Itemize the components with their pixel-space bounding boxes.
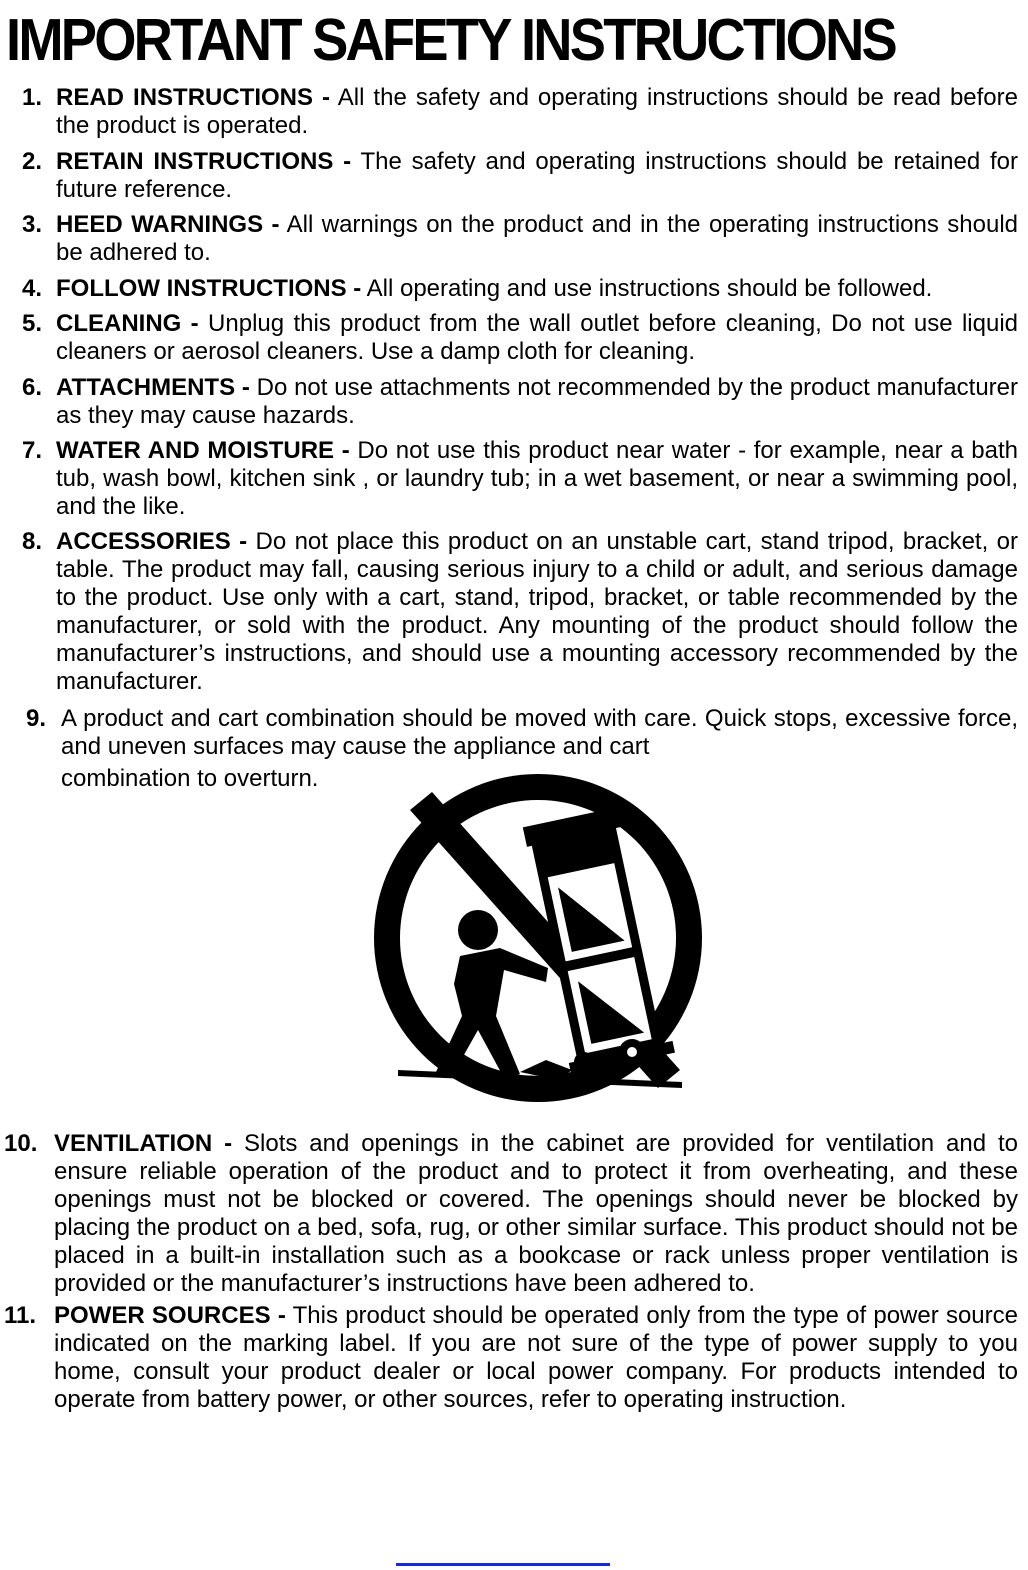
instruction-item-water: [22, 437, 1018, 521]
item-number: 11.: [4, 1302, 37, 1329]
item-number: 10.: [4, 1130, 38, 1157]
instruction-item-accessories: [22, 528, 1018, 696]
item-keyword: POWER SOURCES -: [54, 1302, 286, 1329]
item-number: 8.: [22, 528, 43, 555]
item-number: 2.: [22, 148, 43, 175]
footer-divider: [396, 1563, 610, 1566]
item-keyword: ATTACHMENTS -: [56, 374, 250, 401]
item-keyword: READ INSTRUCTIONS -: [56, 84, 331, 111]
item-keyword: CLEANING -: [56, 310, 199, 337]
instruction-item-heed: [22, 211, 1018, 267]
item-text: Slots and openings in the cabinet are provided for ventilation and to ensure reliable operation of the product and to protect it from overheating, and these openings must not be blocked or covered. The openings should never be blocked by placing the product on a bed, sofa, rug, or other similar surface. This product should not be placed in a built-in installation such as a bookcase or rack unless proper ventilation is provided or the manufacturer’s instructions have been adhered to.: [54, 1130, 1019, 1297]
item-text: All warnings on the product and in the operating instructions should be adhered to.: [56, 211, 1018, 266]
item-text: Unplug this product from the wall outlet before cleaning, Do not use liquid cleaners or aerosol cleaners. Use a damp cloth for cleaning.: [56, 310, 1019, 365]
item-body: A product and cart combination should be moved with care. Quick stops, excessive force, and uneven surfaces may cause the appliance and cart: [61, 705, 1018, 760]
item-body: [56, 310, 1018, 366]
instruction-item-follow: [22, 275, 1018, 303]
item-keyword: VENTILATION -: [54, 1130, 233, 1157]
item-body: [56, 374, 1018, 430]
item-number: 4.: [22, 275, 43, 302]
item-text: Do not use this product near water - for example, near a bath tub, wash bowl, kitchen sink , or laundry tub; in a wet basement, or near a swimming pool, and the like.: [56, 437, 1018, 520]
item-number: 6.: [22, 374, 43, 401]
item-text: This product should be operated only from the type of power source indicated on the marking label. If you are not sure of the type of power supply to you home, consult your product dealer or local power company. For products intended to operate from battery power, or other sources, refer to operating instruction.: [54, 1302, 1018, 1413]
instruction-item-power-sources: [4, 1302, 1018, 1414]
cart-tip-over-warning-icon: [350, 770, 730, 1110]
item-body: [54, 1130, 1018, 1298]
item-body: [56, 211, 1018, 267]
item-body: [54, 1302, 1018, 1414]
instruction-item-retain: [22, 148, 1018, 204]
instruction-item-read: [22, 84, 1018, 140]
item-number: 7.: [22, 437, 43, 464]
item-text: Do not place this product on an unstable cart, stand tripod, bracket, or table. The product may fall, causing serious injury to a child or adult, and serious damage to the product. Use only with a cart, stand, tripod, bracket, or table recommended by the manufacturer, or sold with the product. Any mounting of the product should follow the manufacturer’s instructions, and should use a mounting accessory recommended by the manufacturer.: [56, 528, 1018, 695]
instruction-item-attachments: [22, 374, 1018, 430]
item-text: Do not use attachments not recommended by the product manufacturer as they may cause hazards.: [56, 374, 1018, 429]
item-text: The safety and operating instructions should be retained for future reference.: [56, 148, 1018, 203]
item-body: [56, 84, 1018, 140]
item-body: [56, 437, 1018, 521]
item-keyword: ACCESSORIES -: [56, 528, 248, 555]
item-body: [56, 528, 1018, 696]
item-number: 1.: [22, 84, 43, 111]
item-text: All operating and use instructions should be followed.: [361, 275, 933, 302]
item-number: 9.: [26, 705, 47, 732]
item-keyword: HEED WARNINGS -: [56, 211, 280, 238]
instruction-item-cleaning: [22, 310, 1018, 366]
item-body: [56, 148, 1018, 204]
page-title: IMPORTANT SAFETY INSTRUCTIONS: [6, 7, 895, 73]
item-text-tail: combination to overturn.: [61, 765, 319, 792]
item-keyword: WATER AND MOISTURE -: [56, 437, 350, 464]
item-text: All the safety and operating instructions should be read before the product is operated.: [56, 84, 1018, 139]
item-keyword: FOLLOW INSTRUCTIONS -: [56, 275, 362, 302]
item-body: [56, 275, 1018, 303]
item-keyword: RETAIN INSTRUCTIONS -: [56, 148, 352, 175]
item-number: 5.: [22, 310, 43, 337]
item-number: 3.: [22, 211, 43, 238]
instruction-item-ventilation: [4, 1130, 1018, 1298]
